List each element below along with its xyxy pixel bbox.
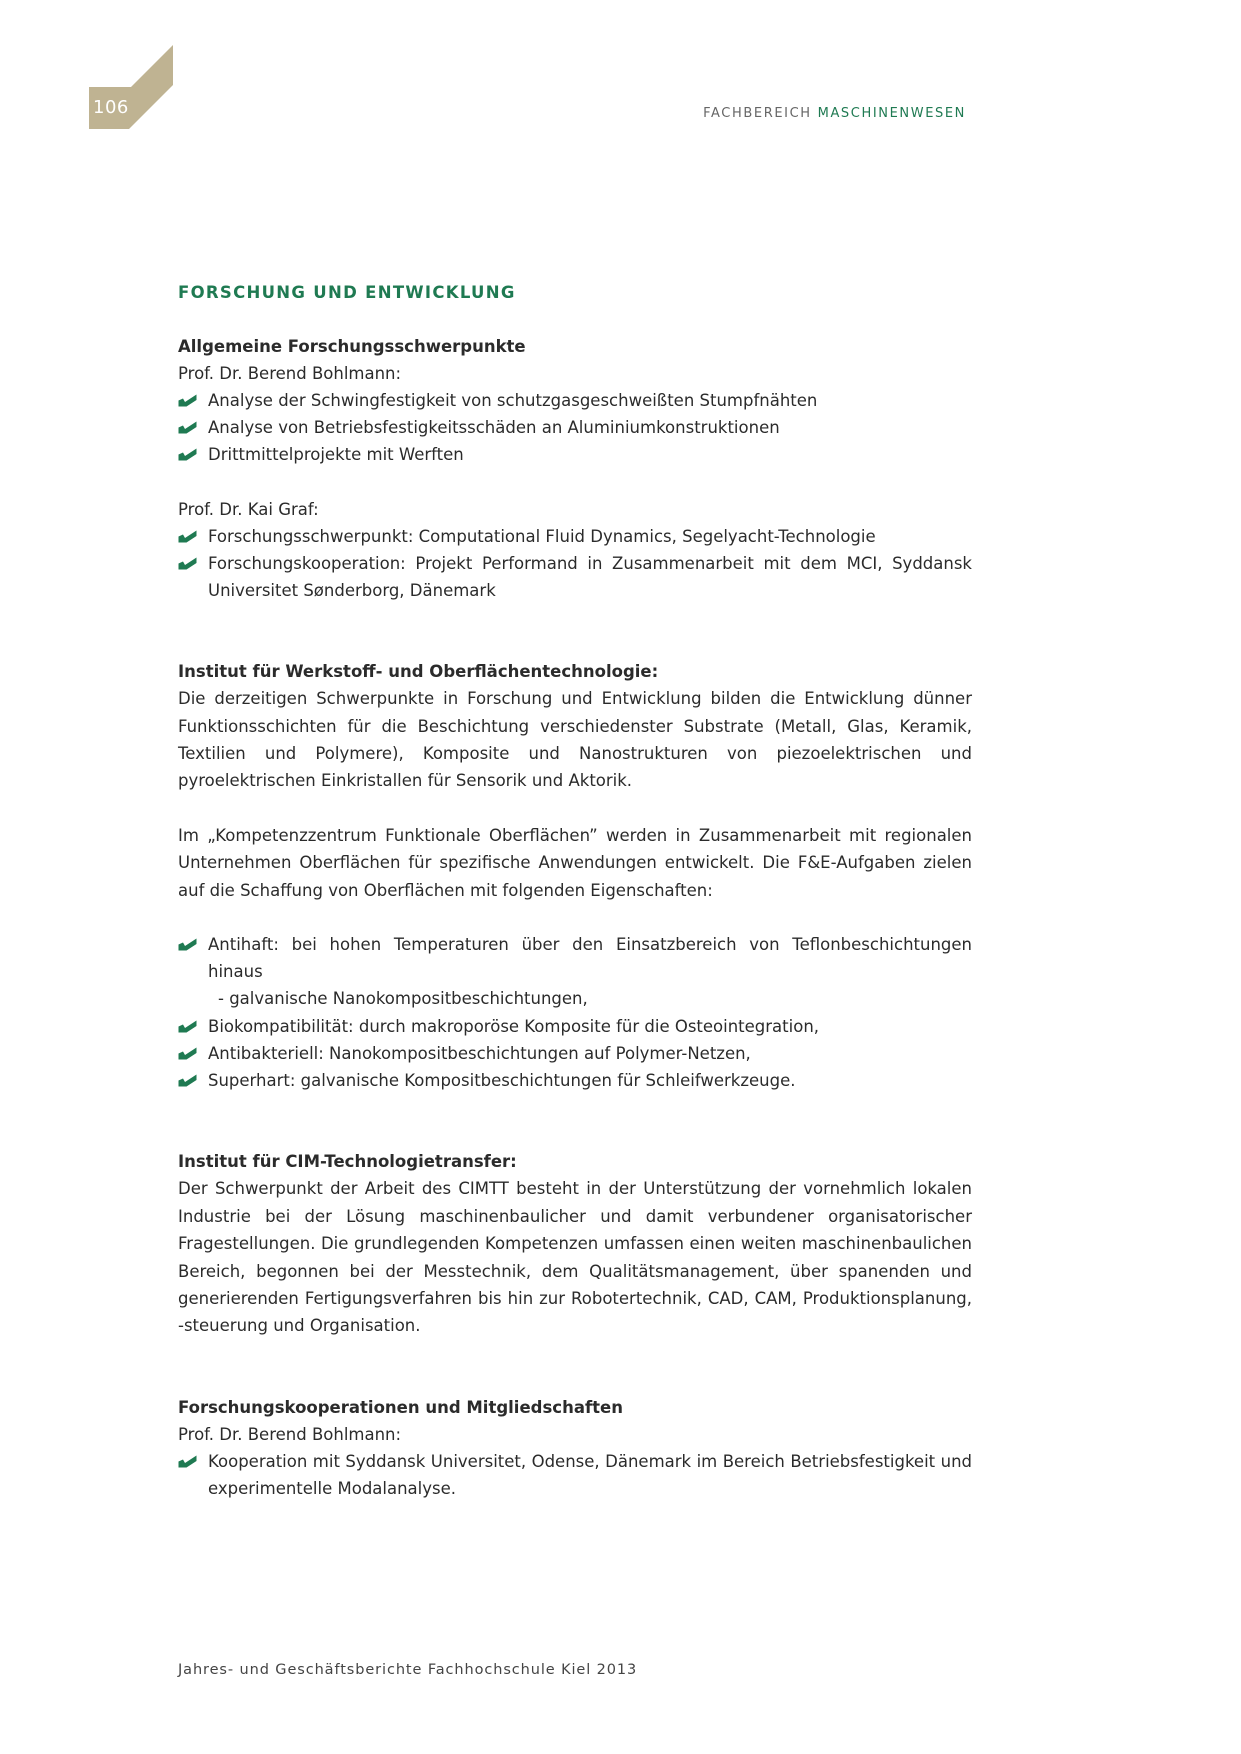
header-label: FACHBEREICH: [703, 106, 812, 121]
list-item-text: Analyse von Betriebsfestigkeitsschäden an Aluminiumkonstruktionen: [208, 418, 780, 438]
check-icon: [178, 1455, 197, 1468]
allgemein-list-1: [178, 387, 972, 469]
list-item: [178, 523, 972, 550]
running-header: [600, 106, 966, 121]
check-icon: [178, 448, 197, 461]
werkstoff-paragraph-2: Im „Kompetenzzentrum Funktionale Oberflächen” werden in Zusammenarbeit mit regionalen Unternehmen Oberflächen für spezifische Anwendungen entwickelt. Die F&E-Aufgaben zielen auf die Schaffung von Oberflächen mit folgenden Eigenschaften:: [178, 825, 972, 900]
allgemein-list-2: [178, 523, 972, 605]
person-name: Prof. Dr. Berend Bohlmann:: [178, 1424, 402, 1444]
check-icon: [178, 1047, 197, 1060]
graf-section: [178, 496, 972, 605]
list-item-text: Antibakteriell: Nanokompositbeschichtungen auf Polymer-Netzen,: [208, 1043, 751, 1063]
person-name: Prof. Dr. Kai Graf:: [178, 499, 319, 519]
header-accent-label: MASCHINENWESEN: [817, 106, 966, 121]
list-item: [178, 550, 972, 604]
list-item: [178, 1040, 972, 1067]
allgemein-heading: Allgemeine Forschungsschwerpunkte: [178, 337, 526, 356]
check-icon: [178, 394, 197, 407]
check-icon: [178, 557, 197, 570]
werkstoff-paragraph-1: Die derzeitigen Schwerpunkte in Forschung und Entwicklung bilden die Entwicklung dünner Funktionsschichten für die Beschichtung verschiedenster Substrate (Metall, Glas, Keramik, Textilien und Polymere), Komposite und Nanostrukturen von piezoelektrischen und pyroelektrischen Einkristallen für Sensorik und Aktorik.: [178, 689, 972, 791]
eigenschaften-section: [178, 931, 972, 1094]
allgemein-section: [178, 333, 972, 469]
list-item: [178, 441, 972, 468]
person-name: Prof. Dr. Berend Bohlmann:: [178, 364, 402, 383]
list-item: [178, 1067, 972, 1094]
check-icon: [178, 938, 197, 951]
content-column: [178, 281, 972, 1502]
list-item: [178, 414, 972, 441]
check-icon: [178, 530, 197, 543]
page-footer: Jahres- und Geschäftsberichte Fachhochschule Kiel 2013: [178, 1662, 638, 1678]
cim-paragraph: Der Schwerpunkt der Arbeit des CIMTT besteht in der Unterstützung der vornehmlich lokalen Industrie bei der Lösung maschinenbaulicher und damit verbundener organisatorischer Fragestellungen. Die grundlegenden Kompetenzen umfassen einen weiten maschinenbaulichen Bereich, begonnen bei der Messtechnik, dem Qualitätsmanagement, über spanenden und generierenden Fertigungsverfahren bis hin zur Robotertechnik, CAD, CAM, Produktionsplanung, -steuerung und Organisation.: [178, 1179, 972, 1336]
check-icon: [178, 1020, 197, 1033]
check-icon: [178, 421, 197, 434]
kooperation-section: [178, 1394, 972, 1502]
werkstoff-heading: Institut für Werkstoff- und Oberflächentechnologie:: [178, 662, 659, 682]
page-number: 106: [93, 97, 129, 118]
list-item: [178, 931, 972, 1013]
kooperation-list: [178, 1448, 972, 1502]
list-item-text: Antihaft: bei hohen Temperaturen über den Einsatzbereich von Teflonbeschichtungen hinaus: [208, 935, 972, 982]
list-item-text: Superhart: galvanische Kompositbeschichtungen für Schleifwerkzeuge.: [208, 1071, 796, 1091]
eigenschaften-list: [178, 931, 972, 1094]
list-item-text: Biokompatibilität: durch makroporöse Komposite für die Osteointegration,: [208, 1016, 820, 1036]
list-item-text: Forschungskooperation: Projekt Performand in Zusammenarbeit mit dem MCI, Syddansk Universitet Sønderborg, Dänemark: [208, 553, 972, 601]
kompetenzzentrum-section: [178, 822, 972, 904]
list-item: [178, 1013, 972, 1040]
list-item-text: Forschungsschwerpunkt: Computational Fluid Dynamics, Segelyacht-Technologie: [208, 526, 876, 546]
check-icon: [178, 1074, 197, 1087]
section-title: FORSCHUNG UND ENTWICKLUNG: [178, 283, 516, 302]
list-item-text: Drittmittelprojekte mit Werften: [208, 445, 464, 465]
werkstoff-section: [178, 658, 972, 795]
cim-heading: Institut für CIM-Technologietransfer:: [178, 1152, 517, 1172]
list-item: [178, 387, 972, 414]
list-item: [178, 1448, 972, 1502]
list-item-text: Kooperation mit Syddansk Universitet, Odense, Dänemark im Bereich Betriebsfestigkeit und experimentelle Modalanalyse.: [208, 1451, 972, 1498]
kooperation-heading: Forschungskooperationen und Mitgliedschaften: [178, 1397, 623, 1417]
list-item-continuation: - galvanische Nanokompositbeschichtungen,: [218, 989, 588, 1009]
cim-section: [178, 1148, 972, 1339]
list-item-text: Analyse der Schwingfestigkeit von schutzgasgeschweißten Stumpfnähten: [208, 391, 818, 410]
